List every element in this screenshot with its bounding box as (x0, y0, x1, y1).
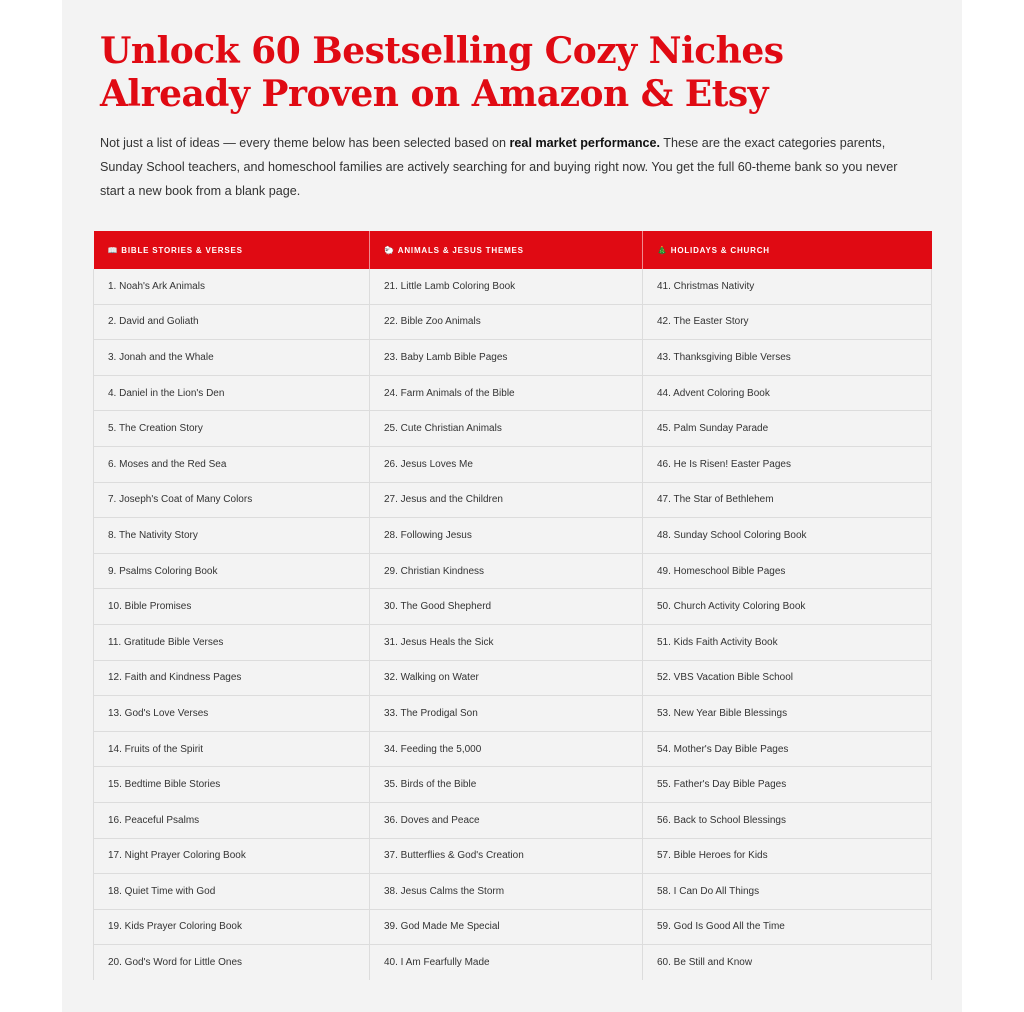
table-row (94, 411, 932, 447)
theme-cell: 3. Jonah and the Whale (94, 340, 370, 376)
theme-cell: 16. Peaceful Psalms (94, 802, 370, 838)
theme-cell: 8. The Nativity Story (94, 518, 370, 554)
theme-cell: 50. Church Activity Coloring Book (643, 589, 932, 625)
theme-cell: 53. New Year Bible Blessings (643, 696, 932, 732)
content-section (62, 0, 962, 1012)
column-header-label: BIBLE STORIES & VERSES (121, 245, 243, 255)
theme-cell: 24. Farm Animals of the Bible (370, 375, 643, 411)
table-row (94, 340, 932, 376)
table-row (94, 909, 932, 945)
book-icon: 📖 (107, 245, 119, 255)
table-row (94, 731, 932, 767)
theme-cell: 41. Christmas Nativity (643, 269, 932, 304)
table-body (94, 269, 932, 980)
theme-cell: 23. Baby Lamb Bible Pages (370, 340, 643, 376)
theme-cell: 54. Mother's Day Bible Pages (643, 731, 932, 767)
theme-cell: 2. David and Goliath (94, 304, 370, 340)
table-row (94, 696, 932, 732)
theme-cell: 5. The Creation Story (94, 411, 370, 447)
theme-cell: 9. Psalms Coloring Book (94, 553, 370, 589)
theme-cell: 7. Joseph's Coat of Many Colors (94, 482, 370, 518)
column-header-animals (370, 231, 643, 269)
theme-cell: 21. Little Lamb Coloring Book (370, 269, 643, 304)
theme-cell: 15. Bedtime Bible Stories (94, 767, 370, 803)
table-row (94, 446, 932, 482)
theme-cell: 55. Father's Day Bible Pages (643, 767, 932, 803)
theme-cell: 36. Doves and Peace (370, 802, 643, 838)
tree-icon: 🎄 (657, 245, 668, 255)
intro-text-bold: real market performance. (509, 136, 661, 150)
theme-cell: 37. Butterflies & God's Creation (370, 838, 643, 874)
intro-text-start: Not just a list of ideas — every theme below has been selected based on (100, 136, 510, 150)
intro-text-end: These are the exact categories parents, Sunday School teachers, and homeschool families are actively searching for and buying right now. You get the full 60-theme bank so you never start a new book from a blank page. (100, 136, 898, 198)
theme-cell: 26. Jesus Loves Me (370, 446, 643, 482)
theme-cell: 42. The Easter Story (643, 304, 932, 340)
table-row (94, 874, 932, 910)
theme-cell: 13. God's Love Verses (94, 696, 370, 732)
theme-cell: 31. Jesus Heals the Sick (370, 624, 643, 660)
column-header-label: ANIMALS & JESUS THEMES (397, 245, 524, 255)
theme-cell: 11. Gratitude Bible Verses (94, 624, 370, 660)
theme-cell: 28. Following Jesus (370, 518, 643, 554)
theme-cell: 39. God Made Me Special (370, 909, 643, 945)
theme-cell: 56. Back to School Blessings (643, 802, 932, 838)
theme-cell: 49. Homeschool Bible Pages (643, 553, 932, 589)
theme-cell: 4. Daniel in the Lion's Den (94, 375, 370, 411)
theme-cell: 10. Bible Promises (94, 589, 370, 625)
themes-table (93, 231, 931, 980)
theme-cell: 6. Moses and the Red Sea (94, 446, 370, 482)
theme-cell: 27. Jesus and the Children (370, 482, 643, 518)
theme-cell: 12. Faith and Kindness Pages (94, 660, 370, 696)
table-row (94, 482, 932, 518)
theme-cell: 14. Fruits of the Spirit (94, 731, 370, 767)
table-row (94, 767, 932, 803)
intro-paragraph (100, 131, 922, 203)
theme-cell: 20. God's Word for Little Ones (94, 945, 370, 980)
theme-cell: 48. Sunday School Coloring Book (643, 518, 932, 554)
theme-cell: 60. Be Still and Know (643, 945, 932, 980)
sheep-icon: 🐑 (384, 245, 395, 255)
theme-cell: 46. He Is Risen! Easter Pages (643, 446, 932, 482)
theme-cell: 47. The Star of Bethlehem (643, 482, 932, 518)
theme-cell: 17. Night Prayer Coloring Book (94, 838, 370, 874)
table-row (94, 269, 932, 304)
theme-cell: 1. Noah's Ark Animals (94, 269, 370, 304)
theme-cell: 45. Palm Sunday Parade (643, 411, 932, 447)
table-row (94, 838, 932, 874)
theme-cell: 33. The Prodigal Son (370, 696, 643, 732)
table-row (94, 945, 932, 980)
page-title: Unlock 60 Bestselling Cozy Niches Already Proven on Amazon & Etsy (100, 30, 784, 115)
theme-cell: 30. The Good Shepherd (370, 589, 643, 625)
column-header-label: HOLIDAYS & CHURCH (670, 245, 770, 255)
theme-cell: 32. Walking on Water (370, 660, 643, 696)
table-row (94, 304, 932, 340)
table-row (94, 624, 932, 660)
theme-cell: 43. Thanksgiving Bible Verses (643, 340, 932, 376)
table-row (94, 553, 932, 589)
theme-cell: 18. Quiet Time with God (94, 874, 370, 910)
theme-cell: 51. Kids Faith Activity Book (643, 624, 932, 660)
theme-cell: 59. God Is Good All the Time (643, 909, 932, 945)
table-row (94, 660, 932, 696)
theme-cell: 35. Birds of the Bible (370, 767, 643, 803)
theme-cell: 25. Cute Christian Animals (370, 411, 643, 447)
theme-cell: 52. VBS Vacation Bible School (643, 660, 932, 696)
theme-cell: 34. Feeding the 5,000 (370, 731, 643, 767)
table-header-row (94, 231, 932, 269)
theme-cell: 22. Bible Zoo Animals (370, 304, 643, 340)
table-row (94, 375, 932, 411)
table-row (94, 802, 932, 838)
table-row (94, 589, 932, 625)
theme-cell: 58. I Can Do All Things (643, 874, 932, 910)
theme-cell: 40. I Am Fearfully Made (370, 945, 643, 980)
theme-cell: 29. Christian Kindness (370, 553, 643, 589)
theme-cell: 44. Advent Coloring Book (643, 375, 932, 411)
theme-cell: 57. Bible Heroes for Kids (643, 838, 932, 874)
column-header-bible-stories (94, 231, 370, 269)
theme-cell: 19. Kids Prayer Coloring Book (94, 909, 370, 945)
column-header-holidays (643, 231, 932, 269)
theme-cell: 38. Jesus Calms the Storm (370, 874, 643, 910)
table-row (94, 518, 932, 554)
